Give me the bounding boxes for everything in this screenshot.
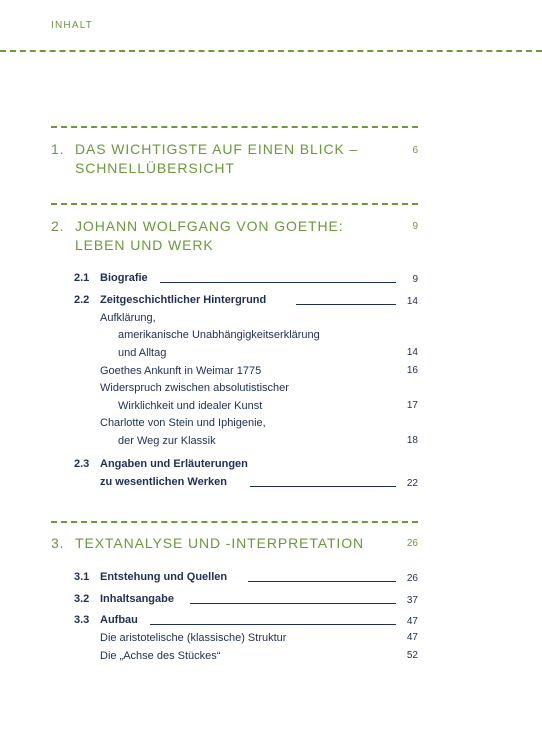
subentry-line[interactable]: amerikanische Unabhängigkeitserklärung bbox=[118, 329, 320, 341]
section-number: 2.2 bbox=[74, 294, 90, 306]
leader-line bbox=[250, 486, 396, 487]
subentry-line[interactable]: Die aristotelische (klassische) Struktur bbox=[100, 632, 287, 644]
subentry-line[interactable]: und Alltag bbox=[118, 347, 167, 359]
subentry-page: 16 bbox=[406, 365, 418, 376]
chapter-title-line2: SCHNELLÜBERSICHT bbox=[75, 160, 235, 176]
section-page: 47 bbox=[406, 616, 418, 627]
chapter-1-divider bbox=[51, 126, 418, 128]
toc-entry-3-2[interactable] bbox=[74, 592, 418, 607]
leader-line bbox=[160, 282, 396, 283]
chapter-number: 2. bbox=[51, 218, 65, 234]
chapter-number: 1. bbox=[51, 141, 65, 157]
leader-line bbox=[190, 603, 396, 604]
toc-entry-2-2[interactable] bbox=[74, 293, 418, 308]
toc-entry-3-1[interactable] bbox=[74, 570, 418, 585]
chapter-1-page: 6 bbox=[412, 145, 418, 156]
subentry-line[interactable]: Charlotte von Stein und Iphigenie, bbox=[100, 417, 266, 429]
subentry-line[interactable]: Wirklichkeit und idealer Kunst bbox=[118, 400, 263, 412]
chapter-2-divider bbox=[51, 203, 418, 205]
header-divider bbox=[0, 50, 542, 52]
section-number: 2.1 bbox=[74, 272, 90, 284]
section-page: 14 bbox=[406, 296, 418, 307]
section-title: Inhaltsangabe bbox=[100, 593, 174, 605]
chapter-2 bbox=[51, 217, 418, 255]
chapter-3-divider bbox=[51, 521, 418, 523]
subentry-line[interactable]: Goethes Ankunft in Weimar 1775 bbox=[100, 365, 262, 377]
section-number: 3.3 bbox=[74, 614, 90, 626]
section-title: Zeitgeschichtlicher Hintergrund bbox=[100, 294, 267, 306]
chapter-title-line1: TEXTANALYSE UND -INTERPRETATION bbox=[75, 535, 364, 551]
chapter-number: 3. bbox=[51, 535, 65, 551]
chapter-3-page: 26 bbox=[406, 538, 418, 549]
chapter-2-page: 9 bbox=[412, 221, 418, 232]
chapter-title-line1: DAS WICHTIGSTE AUF EINEN BLICK – bbox=[75, 141, 359, 157]
section-page: 37 bbox=[406, 595, 418, 606]
section-number: 3.1 bbox=[74, 571, 90, 583]
section-title: Aufbau bbox=[100, 614, 138, 626]
section-title: Biografie bbox=[100, 272, 148, 284]
subentry-page: 18 bbox=[406, 435, 418, 446]
toc-entry-2-1[interactable] bbox=[74, 271, 418, 286]
subentry-page: 17 bbox=[406, 400, 418, 411]
subentry-page: 52 bbox=[406, 650, 418, 661]
section-title-line1: Angaben und Erläuterungen bbox=[100, 458, 248, 470]
section-title: Entstehung und Quellen bbox=[100, 571, 228, 583]
chapter-title-line1: JOHANN WOLFGANG VON GOETHE: bbox=[75, 218, 344, 234]
subentry-line[interactable]: der Weg zur Klassik bbox=[118, 435, 216, 447]
subentry-page: 47 bbox=[406, 632, 418, 643]
leader-line bbox=[296, 304, 396, 305]
leader-line bbox=[150, 624, 396, 625]
subentry-line[interactable]: Aufklärung, bbox=[100, 312, 156, 324]
chapter-1 bbox=[51, 140, 418, 178]
chapter-3 bbox=[51, 534, 418, 553]
section-number: 3.2 bbox=[74, 593, 90, 605]
section-page: 26 bbox=[406, 573, 418, 584]
section-number: 2.3 bbox=[74, 458, 90, 470]
section-page: 9 bbox=[412, 274, 418, 285]
section-title-line2: zu wesentlichen Werken bbox=[100, 476, 227, 488]
running-header: INHALT bbox=[51, 20, 94, 31]
subentry-page: 14 bbox=[406, 347, 418, 358]
chapter-title-line2: LEBEN UND WERK bbox=[75, 237, 214, 253]
leader-line bbox=[248, 581, 396, 582]
subentry-line[interactable]: Die „Achse des Stückes“ bbox=[100, 650, 221, 662]
toc-entry-3-3[interactable] bbox=[74, 613, 418, 628]
toc-entry-2-3[interactable] bbox=[74, 457, 418, 491]
subentry-line[interactable]: Widerspruch zwischen absolutistischer bbox=[100, 382, 289, 394]
section-page: 22 bbox=[406, 478, 418, 489]
